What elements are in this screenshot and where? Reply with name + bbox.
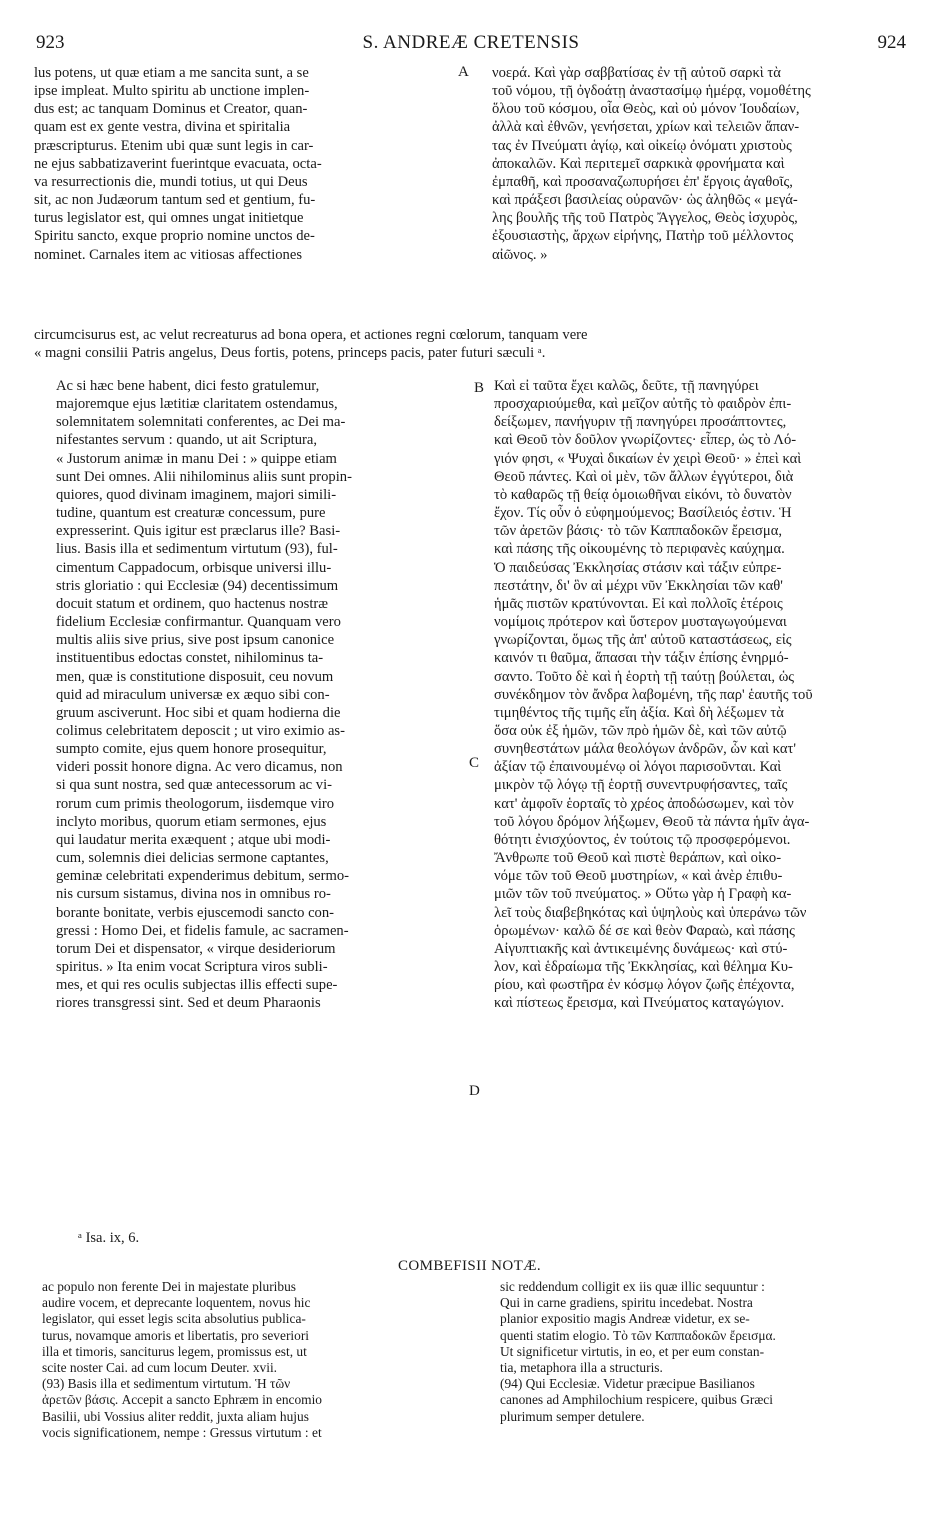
notes-column-right: [500, 1279, 910, 1425]
text-line: ἀποκαλῶν. Καὶ περιτεμεῖ σαρκικὰ φρονήματα καὶ: [492, 155, 785, 172]
text-line: tudine, quantum est creaturæ concessum, pure: [56, 505, 326, 522]
text-line: planior expositio magis Andreæ videtur, ex se-: [500, 1311, 750, 1327]
latin-column-top: [34, 64, 474, 264]
text-line: ἔχον. Τίς οὖν ὁ εὐφημούμενος; Βασίλειός ἐστιν. Ἡ: [494, 505, 792, 522]
greek-column-main: [494, 377, 906, 1012]
text-line: Θεοῦ πάντες. Καὶ οἱ μὲν, τῶν ἄλλων ἐγγύτεροι, διὰ: [494, 468, 794, 485]
notes-title: COMBEFISII NOTÆ.: [397, 1258, 542, 1274]
text-line: audire vocem, et deprecante loquentem, novus hic: [42, 1295, 311, 1311]
text-line: πεστάτην, δι' ὃν αἱ μέχρι νῦν Ἐκκλησίαι τῶν καθ': [494, 577, 783, 594]
text-line: præscripturus. Etenim ubi quæ sunt legis in car-: [34, 137, 314, 154]
text-line: turus legislator est, qui omnes ungat initietque: [34, 210, 304, 227]
text-line: mes, et qui res oculis subjectas illis effecti supe-: [56, 977, 338, 994]
text-line: νοερά. Καὶ γὰρ σαββατίσας ἐν τῇ αὐτοῦ σαρκὶ τὰ: [492, 65, 781, 81]
text-line: videri possit honore digna. Ac vero dicamus, non: [56, 759, 343, 776]
text-line: θότητι ἐνισχύοντος, ἐν τούτοις τῷ προσφερόμενοι.: [494, 831, 791, 848]
text-line: αἰῶνος. »: [492, 246, 548, 263]
text-line: ρίου, καὶ φωστῆρα ἐν κόσμῳ λόγον ζωῆς ἐπέχοντα,: [494, 977, 795, 994]
margin-marker-a: A: [458, 64, 469, 80]
text-line: cimentum Cappadocum, orbisque universi illu-: [56, 559, 332, 576]
text-line: ὅσα οὐκ ἐξ ἡμῶν, τῶν πρὸ ἡμῶν δὲ, καὶ τῶν αὐτῷ: [494, 722, 787, 739]
page-header: [36, 32, 906, 54]
text-line: gruum asciverunt. Hoc sibi et quam hodierna die: [56, 704, 341, 721]
text-line: τιμηθέντος τῆς τιμῆς εἴη ἀξία. Καὶ δὴ λέξωμεν τὰ: [494, 704, 784, 721]
text-line: σαντο. Τοῦτο δὲ καὶ ἡ ἑορτὴ τῇ ταύτῃ βούλεται, ὡς: [494, 668, 795, 685]
text-line: stris gloriatio : qui Ecclesiæ (94) decentissimum: [56, 577, 339, 594]
text-line: illa et timoris, sanciturus legem, promissus est, ut: [42, 1343, 307, 1359]
text-line: τοῦ λόγου δρόμον λήξωμεν, Θεοῦ τὰ πάντα ἡμῖν ἀγα-: [494, 813, 810, 830]
text-line: lus potens, ut quæ etiam a me sancita sunt, a se: [34, 65, 309, 81]
text-line: τας ἐν Πνεύματι ἁγίῳ, καὶ οἰκείῳ ὀνόματι χριστοὺς: [492, 137, 792, 154]
margin-marker-b: B: [474, 380, 485, 396]
text-line: συνηθεστάτων μάλα θεολόγων ἀνδρῶν, ὧν καὶ κατ': [494, 741, 797, 758]
text-line: λεῖ τοὺς διαβεβηκότας καὶ ὑψηλοὺς καὶ ὑπεράνω τῶν: [494, 904, 807, 921]
text-line: docuit statum et ordinem, quo hactenus nostræ: [56, 595, 328, 612]
text-line: νομίμοις πρότερον καὶ ὕστερον μυσταγωγούμεναι: [494, 614, 787, 631]
text-line: Basilii, ubi Vossius aliter reddit, juxta aliam hujus: [42, 1408, 309, 1424]
text-line: γιόν φησι, « Ψυχαὶ δικαίων ἐν χειρὶ Θεοῦ· » ἐπεὶ καὶ: [494, 450, 802, 467]
text-line: lius. Basis illa et sedimentum virtutum (93), ful-: [56, 541, 338, 558]
text-line: ne ejus sabbatizaverint fuerintque evacuata, octa-: [34, 155, 322, 172]
text-line: γνωρίζονται, ὅμως τῆς ἀπ' αὐτοῦ καταστάσεως, εἰς: [494, 632, 792, 649]
text-line: si qua sunt nostra, sed quæ antecessorum ac vi-: [56, 777, 333, 794]
text-line: προσχαριούμεθα, καὶ μεῖζον αὐτῆς τὸ φαιδρὸν ἐπι-: [494, 396, 792, 413]
text-line: μικρὸν τῷ λόγῳ τῇ ἑορτῇ συνεντρυφήσαντες, ταῖς: [494, 777, 788, 794]
text-line: nis cursum sistamus, divina nos in omnibus ro-: [56, 886, 331, 903]
margin-marker-d: D: [469, 1083, 480, 1099]
text-line: ἐξουσιαστὴς, ἄρχων εἰρήνης, Πατὴρ τοῦ μέλλοντος: [492, 228, 794, 245]
text-line: ἡμᾶς πιστῶν κρατύνονται. Εἰ καὶ πολλοῖς ἑτέροις: [494, 595, 783, 612]
text-line: nifestantes servum : quando, ut ait Scriptura,: [56, 432, 318, 449]
text-line: ἀλλὰ καὶ ἐθνῶν, γενήσεται, χρίων καὶ τελειῶν ἅπαν-: [492, 119, 800, 136]
page-number-left: 923: [36, 32, 65, 53]
text-line: καὶ πίστεως ἔρεισμα, καὶ Πνεύματος καταγώγιον.: [494, 995, 785, 1012]
text-line: expresserint. Quis igitur est præclarus ille? Basi-: [56, 523, 341, 540]
text-line: Αἰγυπτιακῆς καὶ ἀντικειμένης δυνάμεως· καὶ στύ-: [494, 940, 788, 957]
full-width-line: « magni consilii Patris angelus, Deus fortis, potens, princeps pacis, pater futuri sæculi ᵃ.: [34, 345, 546, 361]
text-line: Καὶ εἰ ταῦτα ἔχει καλῶς, δεῦτε, τῇ πανηγύρει: [494, 378, 759, 394]
text-line: torum Dei et dispensator, « virque desideriorum: [56, 940, 336, 957]
text-line: vocis significationem, nempe : Gressus virtutum : et: [42, 1424, 322, 1440]
text-line: καινόν τι θαῦμα, ἅπασαι τὴν τάξιν ἐπίσης ἐνηρμό-: [494, 650, 789, 667]
latin-column-main: [56, 377, 474, 1012]
text-line: sumpto comite, ejus quem honore prosequitur,: [56, 741, 327, 758]
text-line: gressi : Homo Dei, et fidelis famule, ac sacramen-: [56, 922, 349, 939]
text-line: ὁρωμένων· καλῶ δέ σε καὶ θεὸν Φαραὼ, καὶ πάσης: [494, 922, 795, 939]
text-line: scite noster Cai. ad cum locum Deuter. xvii.: [42, 1360, 278, 1376]
text-line: καὶ πάσης τῆς οἰκουμένης τὸ περιφανὲς καύχημα.: [494, 541, 785, 558]
text-line: κατ' ἀμφοῖν ἑορταῖς τὸ χρέος ἀποδώσωμεν, καὶ τὸν: [494, 795, 794, 812]
text-line: nominet. Carnales item ac vitiosas affectiones: [34, 246, 303, 263]
text-line: dus est; ac tanquam Dominus et Creator, quan-: [34, 101, 308, 118]
text-line: ἀξίαν τῷ ἐπαινουμένῳ οἱ λόγοι παρισοῦνται. Καὶ: [494, 759, 782, 776]
text-line: plurimum semper detulere.: [500, 1408, 645, 1424]
text-line: canones ad Amphilochium respicere, quibus Græci: [500, 1392, 773, 1408]
text-line: μιῶν τῶν τοῦ πνεύματος. » Οὕτω γὰρ ἡ Γραφὴ κα-: [494, 886, 792, 903]
text-line: sit, ac non Judæorum tantum sed et gentium, fu-: [34, 192, 316, 209]
text-line: Qui in carne gradiens, spiritu incedebat. Nostra: [500, 1295, 753, 1311]
text-line: λης βουλῆς τῆς τοῦ Πατρὸς Ἄγγελος, Θεὸς ἰσχυρὸς,: [492, 210, 798, 227]
text-line: καὶ πράξεσι βασιλείας οὐρανῶν· ὡς ἀληθῶς « μεγά-: [492, 192, 798, 209]
text-line: συνέκδημον τὸν ἄνδρα λαβομένη, τῆς παρ' ἑαυτῆς τοῦ: [494, 686, 813, 703]
text-line: quenti statim elogio. Τὸ τῶν Καππαδοκῶν ἔρεισμα.: [500, 1327, 776, 1343]
text-line: quiores, quod divinam imaginem, majori simili-: [56, 486, 337, 503]
text-line: men, quæ is constitutione disposuit, ceu novum: [56, 668, 334, 685]
text-line: spiritus. » Ita enim vocat Scriptura viros subli-: [56, 959, 328, 975]
text-line: colimus celebritatem deposcit ; ut viro eximio as-: [56, 722, 345, 739]
text-line: turus, novamque amoris et libertatis, pro severiori: [42, 1327, 310, 1343]
text-line: rorum cum primis theologorum, iisdemque viro: [56, 795, 335, 812]
text-line: δείξωμεν, πανήγυριν τῇ πανηγύρει προσάπτοντες,: [494, 414, 787, 431]
text-line: sic reddendum colligit ex iis quæ illic sequuntur :: [500, 1279, 765, 1294]
text-line: multis aliis sive prius, sive post ipsum canonice: [56, 632, 335, 649]
text-line: instituentibus edoctas constet, nihilominus ta-: [56, 650, 324, 667]
text-line: quam est ex gente vestra, divina et spiritalia: [34, 119, 291, 136]
text-line: quid ad miraculum universæ ex æquo sibi con-: [56, 686, 330, 703]
text-line: ἐμπαθῆ, καὶ προσαναζωπυρήσει ἐπ' ἔργοις ἀγαθοῖς,: [492, 173, 793, 190]
margin-marker-c: C: [469, 755, 480, 771]
text-line: νόμε τῶν τοῦ Θεοῦ μυστηρίων, « καὶ ἀνὲρ ἐπιθυ-: [494, 868, 783, 885]
text-line: « Justorum animæ in manu Dei : » quippe etiam: [56, 450, 337, 467]
text-line: τὸ καθαρῶς τῇ θείᾳ ὁμοιωθῆναι εἰκόνι, τὸ δυνατὸν: [494, 486, 792, 503]
text-line: solemnitatem solemnitati conferentes, ac Dei ma-: [56, 414, 346, 431]
page-number-right: 924: [877, 32, 906, 53]
text-line: cum, solemnis diei delicias sermone captantes,: [56, 850, 329, 867]
text-line: (94) Qui Ecclesiæ. Videtur præcipue Basilianos: [500, 1376, 755, 1392]
footnote: ᵃ Isa. ix, 6.: [78, 1230, 140, 1246]
text-line: va resurrectionis die, mundi totius, ut qui Deus: [34, 173, 308, 190]
text-line: (93) Basis illa et sedimentum virtutum. Ἡ τῶν: [42, 1376, 291, 1392]
text-line: τῶν ἀρετῶν βάσις· τὸ τῶν Καππαδοκῶν ἔρεισμα,: [494, 523, 783, 540]
text-line: geminæ celebritati expenderimus debitum, sermo-: [56, 868, 350, 885]
text-line: fidelium Ecclesiæ confirmantur. Quanquam vero: [56, 614, 341, 631]
text-line: borante bonitate, verbis ejuscemodi sancto con-: [56, 904, 335, 921]
text-line: ὅλου τοῦ κόσμου, οἷα Θεὸς, καὶ οὐ μόνον Ἰουδαίων,: [492, 101, 800, 118]
text-line: inclyto moribus, quorum etiam sermones, ejus: [56, 813, 327, 830]
text-line: tia, metaphora illa a structuris.: [500, 1360, 663, 1376]
text-line: Ut significetur virtutis, in eo, et per eum constan-: [500, 1343, 765, 1359]
running-title: S. ANDREÆ CRETENSIS: [362, 32, 580, 53]
text-line: majoremque ejus lætitiæ claritatem ostendamus,: [56, 396, 338, 413]
text-line: legislator, qui esset legis scita absolutius publica-: [42, 1311, 306, 1327]
text-line: ἀρετῶν βάσις. Accepit a sancto Ephræm in encomio: [42, 1392, 322, 1408]
text-line: ipse impleat. Multo spiritu ab unctione implen-: [34, 83, 310, 100]
text-line: Ἄνθρωπε τοῦ Θεοῦ καὶ πιστὲ θεράπων, καὶ οἰκο-: [494, 850, 782, 867]
full-width-line: circumcisurus est, ac velut recreaturus ad bona opera, et actiones regni cœlorum, tanquam vere: [34, 327, 588, 343]
greek-column-top: [492, 64, 906, 264]
text-line: sunt Dei omnes. Alii nihilominus aliis sunt propin-: [56, 468, 352, 485]
text-line: Spiritu sancto, exque proprio nomine unctos de-: [34, 228, 315, 245]
text-line: τοῦ νόμου, τῇ ὀγδοάτῃ ἀναστασίμῳ ἡμέρᾳ, νομοθέτης: [492, 83, 811, 100]
text-line: Ὁ παιδεύσας Ἐκκλησίας στάσιν καὶ τάξιν εὐπρε-: [494, 559, 782, 576]
text-line: riores transgressi sint. Sed et deum Pharaonis: [56, 995, 321, 1012]
notes-column-left: [42, 1279, 472, 1441]
text-line: ac populo non ferente Dei in majestate pluribus: [42, 1279, 296, 1294]
text-line: qui laudatur merita exæquent ; atque ubi modi-: [56, 831, 331, 848]
text-line: καὶ Θεοῦ τὸν δοῦλον γνωρίζοντες· εἶπερ, ὡς τὸ Λό-: [494, 432, 797, 449]
text-line: λον, καὶ ἑδραίωμα τῆς Ἐκκλησίας, καὶ θέλημα Κυ-: [494, 959, 793, 975]
text-line: Ac si hæc bene habent, dici festo gratulemur,: [56, 378, 320, 394]
